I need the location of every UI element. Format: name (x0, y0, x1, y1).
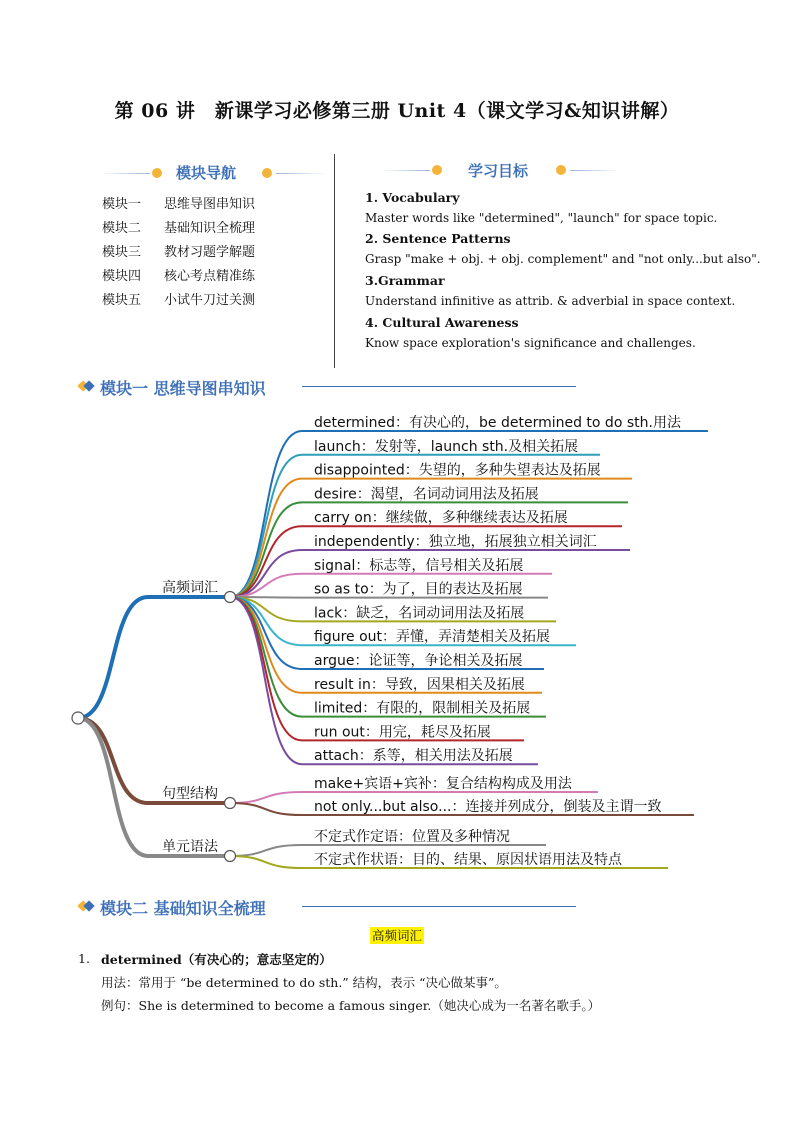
nav-item-2[interactable]: 模块二 基础知识全梳理 (102, 221, 256, 236)
nav-item-3[interactable]: 模块三 教材习题学解题 (102, 245, 256, 260)
mindmap-leaf-text: independently：独立地，拓展独立相关词汇 (314, 534, 597, 550)
mindmap-leaf-text: launch：发射等，launch sth.及相关拓展 (314, 438, 579, 455)
mindmap-leaf-text: argue：论证等，争论相关及拓展 (314, 653, 523, 669)
mindmap-root-node (72, 712, 84, 724)
goals-heading: 学习目标 (468, 162, 529, 180)
entry-number: 1. (78, 951, 90, 966)
module2-rule (302, 906, 576, 907)
mindmap-branch-node (225, 851, 236, 862)
mindmap-leaf-text: make+宾语+宾补：复合结构构成及用法 (314, 776, 572, 792)
entry-example: 例句：She is determined to become a famous singer.（她决心成为一名著名歌手。） (101, 998, 601, 1013)
nav-item-4[interactable]: 模块四 核心考点精准练 (102, 269, 256, 284)
goal-3-heading: 3.Grammar (365, 273, 445, 288)
mindmap-branch-label: 句型结构 (162, 786, 218, 802)
nav-item-1[interactable]: 模块一 思维导图串知识 (102, 197, 256, 212)
mindmap-leaf-text: lack：缺乏，名词动词用法及拓展 (314, 605, 525, 622)
module2-heading: 模块二 基础知识全梳理 (100, 899, 266, 918)
mindmap-leaf-text: attach：系等，相关用法及拓展 (314, 748, 513, 765)
goal-2-heading: 2. Sentence Patterns (365, 231, 511, 246)
goal-1-text: Master words like "determined", "launch" for space topic. (365, 211, 718, 225)
mindmap-leaf-text: signal：标志等，信号相关及拓展 (314, 557, 524, 574)
module2-subheading-wrap (0, 925, 794, 944)
mindmap-branch-node (225, 592, 236, 603)
mindmap-leaf-text: disappointed：失望的，多种失望表达及拓展 (314, 462, 601, 479)
nav-item-5[interactable]: 模块五 小试牛刀过关测 (102, 293, 256, 308)
module2-subheading: 高频词汇 (371, 928, 422, 943)
mindmap-leaf-text: 不定式作定语：位置及多种情况 (314, 829, 510, 845)
page-title: 第 06 讲 新课学习必修第三册 Unit 4（课文学习&知识讲解） (114, 100, 680, 122)
mindmap-leaf-text: run out：用完，耗尽及拓展 (314, 724, 491, 741)
goal-3-text: Understand infinitive as attrib. & adverbial in space context. (365, 294, 736, 308)
goal-4-heading: 4. Cultural Awareness (365, 315, 519, 330)
module1-heading: 模块一 思维导图串知识 (100, 379, 266, 398)
goal-4-text: Know space exploration's significance and challenges. (365, 336, 696, 350)
mindmap-leaf-text: so as to：为了，目的表达及拓展 (314, 581, 523, 598)
entry-usage: 用法：常用于 “be determined to do sth.” 结构，表示 “决心做某事”。 (101, 975, 507, 990)
mindmap-leaf-text: carry on：继续做，多种继续表达及拓展 (314, 510, 568, 527)
mindmap-leaf-text: not only...but also...：连接并列成分，倒装及主谓一致 (314, 799, 662, 815)
mindmap-leaf-text: determined：有决心的，be determined to do sth.用法 (314, 415, 681, 431)
goal-2-text: Grasp "make + obj. + obj. complement" and "not only...but also". (365, 252, 761, 266)
mindmap-leaf-text: result in：导致，因果相关及拓展 (314, 676, 525, 693)
mindmap-branch-label: 单元语法 (162, 839, 218, 855)
mindmap-leaf-text: limited：有限的，限制相关及拓展 (314, 700, 531, 717)
entry-word: determined（有决心的；意志坚定的） (101, 952, 332, 967)
mindmap-leaf-text: 不定式作状语：目的、结果、原因状语用法及特点 (314, 852, 622, 868)
mindmap-leaf-text: figure out：弄懂，弄清楚相关及拓展 (314, 629, 551, 646)
mindmap-branch-label: 高频词汇 (162, 580, 218, 596)
mindmap-leaf-text: desire：渴望，名词动词用法及拓展 (314, 486, 539, 503)
goal-1-heading: 1. Vocabulary (365, 190, 460, 205)
mindmap-trunk-1 (78, 597, 230, 718)
mindmap-branch-node (225, 798, 236, 809)
nav-heading: 模块导航 (176, 164, 237, 182)
